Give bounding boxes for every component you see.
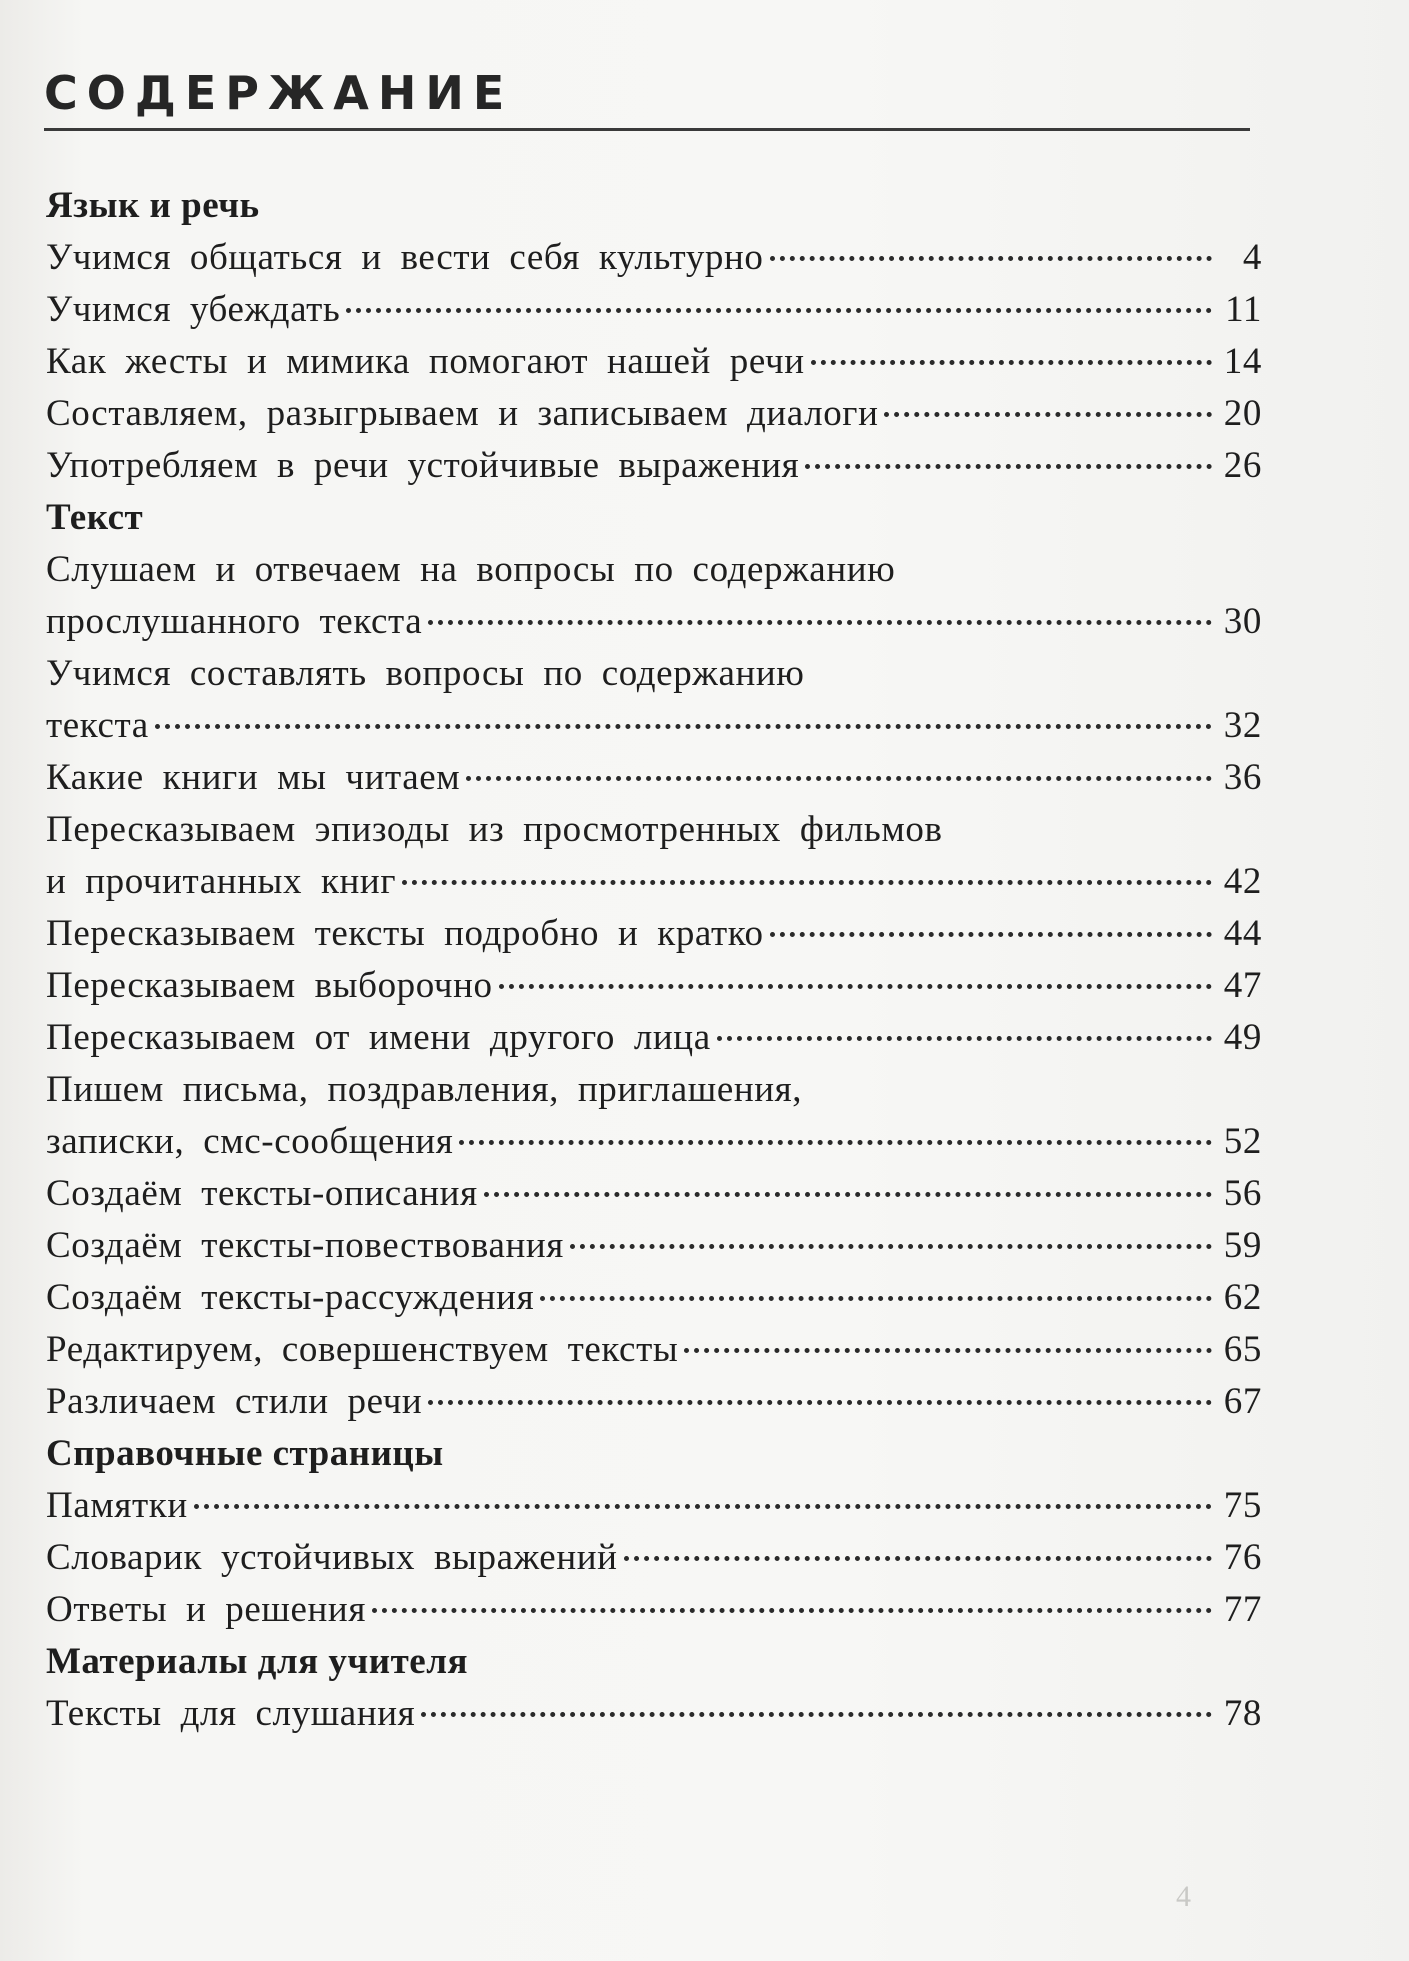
toc-entry-page: 67 [1223,1381,1262,1422]
toc-entry-text: Памятки [46,1485,188,1526]
toc-entry [46,232,1262,284]
toc-entry-page: 47 [1223,965,1262,1006]
toc-entry-page: 62 [1223,1277,1262,1318]
toc-entry-text: Пишем письма, поздравления, приглашения, [46,1069,803,1110]
toc-entry-text: Создаём тексты-описания [46,1173,478,1214]
toc-entry-page: 44 [1223,913,1262,954]
toc-entry-page: 26 [1223,445,1262,486]
toc-entry [46,1376,1262,1428]
toc-entry-text: Учимся убеждать [46,289,341,330]
dot-leader [717,1036,1212,1041]
toc-entry-text: Пересказываем тексты подробно и кратко [46,913,764,954]
title-rule [44,128,1250,131]
toc-entry [46,1480,1262,1532]
toc-entry-page: 75 [1223,1485,1262,1526]
toc-entry-text: Создаём тексты-рассуждения [46,1277,535,1318]
toc-entry-text: прослушанного текста [46,601,423,642]
toc-entry-page: 59 [1223,1225,1262,1266]
dot-leader [499,984,1212,989]
dot-leader [428,1400,1212,1405]
page-title: СОДЕРЖАНИЕ [44,66,514,120]
dot-leader [770,932,1212,937]
toc-entry-text: Употребляем в речи устойчивые выражения [46,445,800,486]
toc-entry [46,1220,1262,1272]
toc-entry-text: Словарик устойчивых выражений [46,1537,618,1578]
toc-entry [46,284,1262,336]
dot-leader [540,1296,1212,1301]
toc-entry-text: Пересказываем выборочно [46,965,493,1006]
dot-leader [346,308,1212,313]
toc-entry [46,1688,1262,1740]
toc-entry [46,336,1262,388]
toc-entry-text: Различаем стили речи [46,1381,423,1422]
dot-leader [805,464,1212,469]
toc-entry-page: 49 [1223,1017,1262,1058]
table-of-contents [46,180,1262,1740]
toc-entry-text: Пересказываем от имени другого лица [46,1017,711,1058]
section-heading: Текст [46,497,144,538]
toc-entry-page: 11 [1225,289,1262,330]
toc-entry-page: 56 [1223,1173,1262,1214]
toc-entry [46,1532,1262,1584]
dot-leader [421,1712,1212,1717]
section-heading: Справочные страницы [46,1433,444,1474]
toc-entry-text: текста [46,705,149,746]
toc-entry [46,960,1262,1012]
toc-entry-text: Редактируем, совершенствуем тексты [46,1329,679,1370]
dot-leader [428,620,1212,625]
toc-entry [46,1584,1262,1636]
toc-entry-page: 32 [1223,705,1262,746]
toc-entry-page: 20 [1223,393,1262,434]
toc-entry-text: Слушаем и отвечаем на вопросы по содержанию [46,549,896,590]
toc-entry-page: 77 [1223,1589,1262,1630]
toc-entry [46,856,1262,908]
toc-entry [46,1012,1262,1064]
section-heading: Язык и речь [46,185,260,226]
toc-entry-page: 52 [1223,1121,1262,1162]
toc-entry-text: записки, смс-сообщения [46,1121,454,1162]
toc-entry [46,1272,1262,1324]
section-heading: Материалы для учителя [46,1641,468,1682]
toc-entry-page: 78 [1223,1693,1262,1734]
toc-entry-text: Составляем, разыгрываем и записываем диалоги [46,393,879,434]
toc-entry-page: 36 [1223,757,1262,798]
dot-leader [811,360,1212,365]
toc-entry [46,908,1262,960]
toc-entry [46,440,1262,492]
toc-entry-page: 42 [1223,861,1262,902]
toc-entry [46,752,1262,804]
toc-entry-page: 76 [1223,1537,1262,1578]
dot-leader [884,412,1212,417]
dot-leader [624,1556,1212,1561]
dot-leader [459,1140,1212,1145]
toc-entry-text: Создаём тексты-повествования [46,1225,564,1266]
toc-entry-page: 65 [1223,1329,1262,1370]
dot-leader [372,1608,1212,1613]
toc-entry-page: 4 [1242,237,1262,278]
toc-entry-text: Какие книги мы читаем [46,757,461,798]
toc-entry-text: Учимся составлять вопросы по содержанию [46,653,805,694]
dot-leader [684,1348,1212,1353]
toc-entry-text: Тексты для слушания [46,1693,416,1734]
toc-entry [46,1324,1262,1376]
toc-entry-text: Учимся общаться и вести себя культурно [46,237,764,278]
toc-entry-page: 14 [1223,341,1262,382]
dot-leader [155,724,1212,729]
toc-entry-text: и прочитанных книг [46,861,397,902]
toc-entry [46,700,1262,752]
dot-leader [770,256,1212,261]
toc-entry-page: 30 [1223,601,1262,642]
toc-entry-text: Пересказываем эпизоды из просмотренных фильмов [46,809,943,850]
dot-leader [194,1504,1212,1509]
toc-entry [46,388,1262,440]
dot-leader [466,776,1212,781]
toc-entry [46,596,1262,648]
toc-entry [46,1168,1262,1220]
dot-leader [484,1192,1212,1197]
toc-entry [46,1116,1262,1168]
dot-leader [402,880,1212,885]
toc-entry-text: Ответы и решения [46,1589,366,1630]
toc-entry-text: Как жесты и мимика помогают нашей речи [46,341,805,382]
page-number: 4 [1176,1880,1191,1913]
dot-leader [570,1244,1212,1249]
